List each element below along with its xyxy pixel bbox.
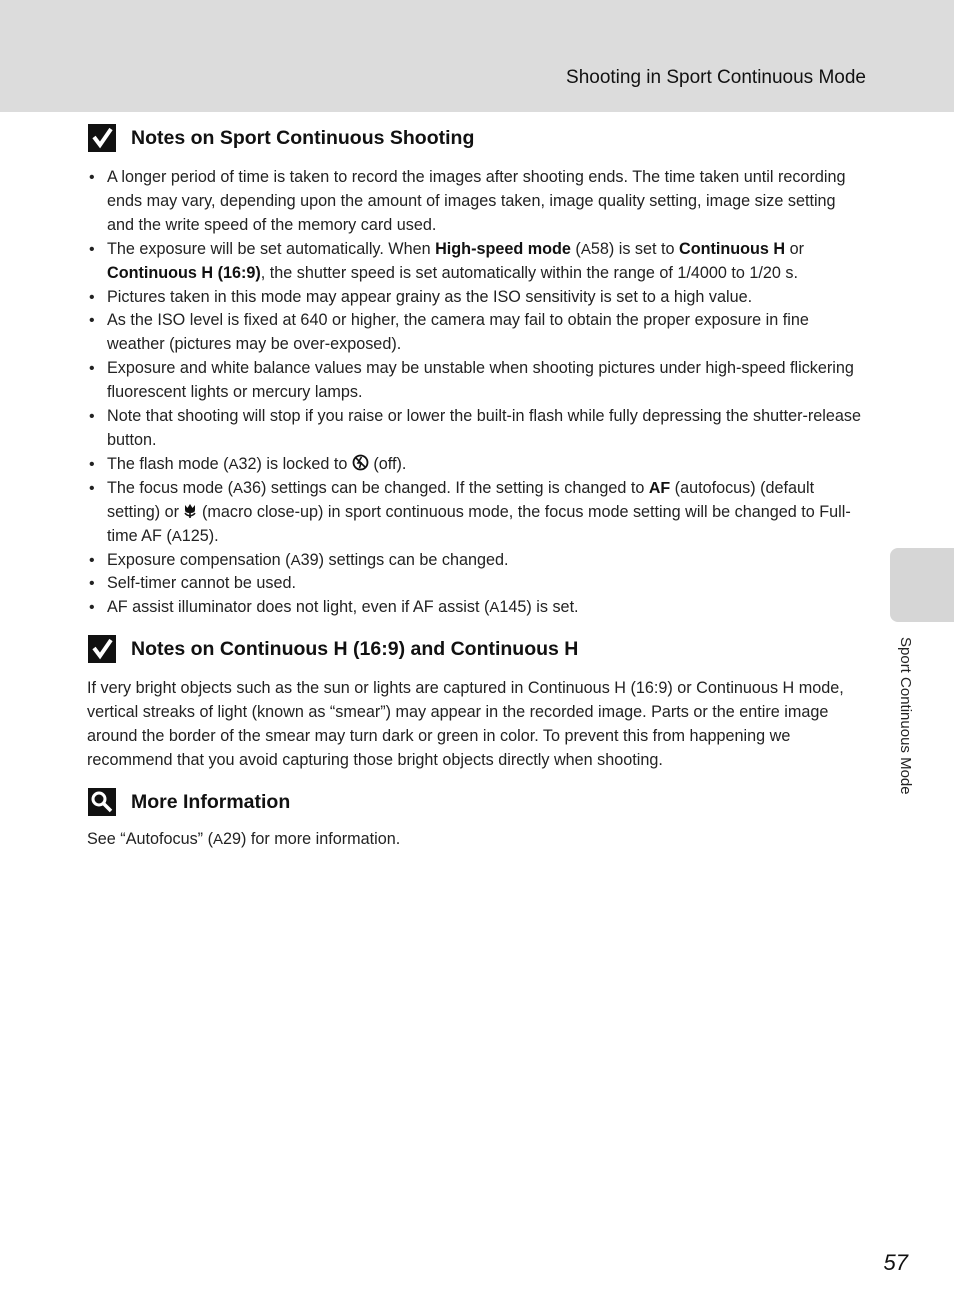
section-heading bbox=[87, 122, 867, 154]
book-ref-icon: A bbox=[290, 551, 301, 569]
flash-off-icon bbox=[352, 455, 369, 473]
section-body: If very bright objects such as the sun or lights are captured in Continuous H (16:9) or Continuous H mode, vertical streaks of light (known as “smear”) may appear in the recorded image. Parts or the entire image around the border of the smear may turn dark or green in color. To prevent this from happening we recommend that you avoid capturing those bright objects directly when shooting. bbox=[87, 679, 844, 769]
book-ref-icon: A bbox=[228, 455, 239, 473]
list-item: • AF assist illuminator does not light, even if AF assist (A145) is set. bbox=[87, 596, 867, 620]
list-item: • Note that shooting will stop if you raise or lower the built-in flash while fully depressing the shutter-release button. bbox=[87, 405, 867, 453]
section-sport-continuous-notes bbox=[87, 122, 867, 620]
side-tab bbox=[890, 548, 954, 622]
list-item: • A longer period of time is taken to record the images after shooting ends. The time taken until recording ends may vary, depending upon the amount of images taken, image quality setting, image size setting and the write speed of the memory card used. bbox=[87, 166, 867, 238]
keyword: Continuous H (16:9) bbox=[107, 263, 261, 282]
book-ref-icon: A bbox=[580, 240, 591, 258]
book-ref-icon: A bbox=[171, 527, 182, 545]
section-more-information bbox=[87, 786, 867, 852]
page-ref[interactable]: 32 bbox=[238, 454, 257, 473]
section-title: Notes on Continuous H (16:9) and Continuous H bbox=[131, 637, 579, 660]
list-item: • As the ISO level is fixed at 640 or higher, the camera may fail to obtain the proper exposure in fine weather (pictures may be over-exposed). bbox=[87, 309, 867, 357]
page-ref[interactable]: 145 bbox=[499, 598, 527, 617]
page-ref[interactable]: 125 bbox=[181, 526, 209, 545]
page-number: 57 bbox=[883, 1250, 908, 1275]
book-ref-icon: A bbox=[232, 479, 243, 497]
page-ref[interactable]: 58 bbox=[590, 239, 609, 258]
keyword: Continuous H bbox=[679, 239, 786, 258]
page-ref[interactable]: 36 bbox=[242, 478, 261, 497]
list-item: • The flash mode (A32) is locked to (off). bbox=[87, 453, 867, 477]
book-ref-icon: A bbox=[212, 831, 223, 848]
notes-list bbox=[87, 166, 867, 620]
list-item: • Exposure compensation (A39) settings can be changed. bbox=[87, 549, 867, 573]
list-item: • Pictures taken in this mode may appear grainy as the ISO sensitivity is set to a high value. bbox=[87, 286, 867, 310]
side-tab-label: Sport Continuous Mode bbox=[897, 637, 914, 795]
section-heading bbox=[87, 633, 867, 665]
page-ref[interactable]: 39 bbox=[300, 550, 319, 569]
section-continuous-h-notes bbox=[87, 633, 867, 773]
af-glyph: AF bbox=[648, 479, 671, 497]
section-title: Notes on Sport Continuous Shooting bbox=[131, 126, 475, 149]
check-note-icon bbox=[87, 634, 117, 664]
section-title: More Information bbox=[131, 790, 291, 813]
list-item: • Exposure and white balance values may be unstable when shooting pictures under high-speed flickering fluorescent lights or mercury lamps. bbox=[87, 357, 867, 405]
page-header bbox=[0, 0, 954, 112]
macro-tulip-icon bbox=[183, 503, 197, 521]
header-title: Shooting in Sport Continuous Mode bbox=[566, 67, 866, 88]
page-ref[interactable]: 29 bbox=[222, 830, 241, 848]
book-ref-icon: A bbox=[489, 599, 500, 617]
list-item: • Self-timer cannot be used. bbox=[87, 572, 867, 596]
list-item: • The focus mode (A36) settings can be changed. If the setting is changed to AF (autofocus) (default setting) or (macro close-up) in sport continuous mode, the focus mode setting will be changed to Full-time AF (A125). bbox=[87, 477, 867, 549]
section-body: See “Autofocus” (A29) for more information. bbox=[87, 830, 401, 848]
keyword: High-speed mode bbox=[435, 239, 571, 258]
list-item: • The exposure will be set automatically. When High-speed mode (A58) is set to Continuous H or Continuous H (16:9), the shutter speed is set automatically within the range of 1/4000 to 1/20 s. bbox=[87, 238, 867, 286]
magnifier-info-icon bbox=[87, 787, 117, 817]
check-note-icon bbox=[87, 123, 117, 153]
section-heading bbox=[87, 786, 867, 818]
